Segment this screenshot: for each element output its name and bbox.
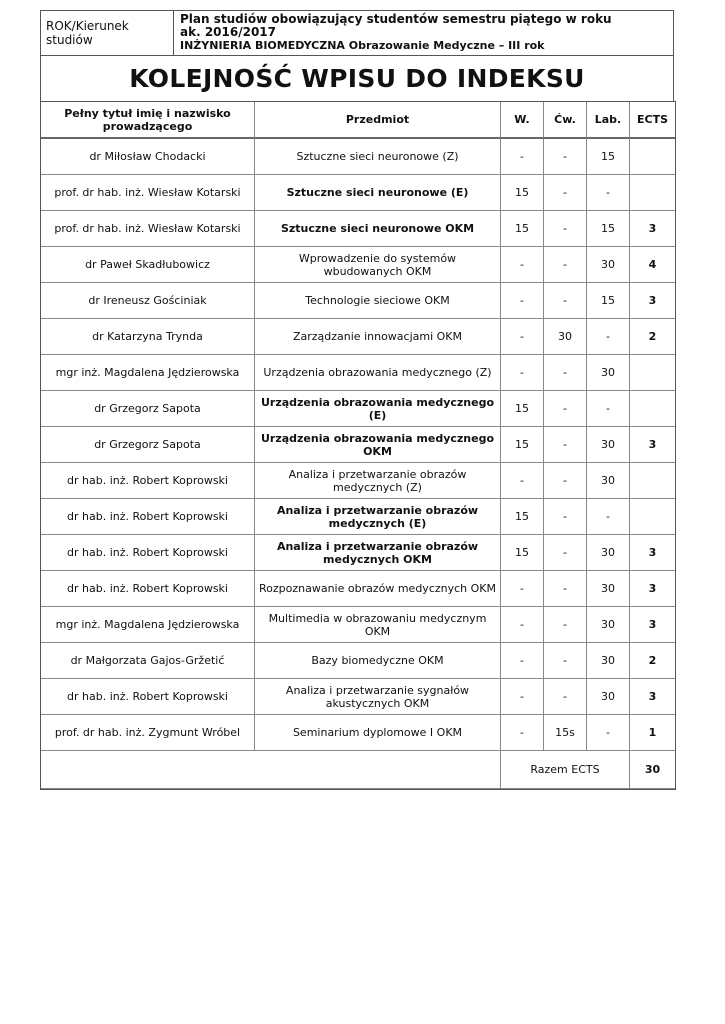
cell-lab: 15: [587, 139, 630, 175]
cell-ects: [630, 139, 675, 175]
table-row: [41, 679, 675, 715]
cell-cw: -: [544, 211, 587, 247]
cell-subject: Analiza i przetwarzanie obrazów medycznych OKM: [255, 535, 501, 571]
cell-lecturer: dr hab. inż. Robert Koprowski: [41, 499, 255, 535]
cell-lecturer: dr hab. inż. Robert Koprowski: [41, 463, 255, 499]
cell-subject: Urządzenia obrazowania medycznego OKM: [255, 427, 501, 463]
cell-lab: -: [587, 715, 630, 751]
cell-lecturer: prof. dr hab. inż. Wiesław Kotarski: [41, 211, 255, 247]
cell-cw: -: [544, 535, 587, 571]
table-row: [41, 139, 675, 175]
cell-w: -: [501, 319, 544, 355]
cell-lab: 30: [587, 355, 630, 391]
cell-ects: [630, 355, 675, 391]
col-header-cw: Ćw.: [544, 102, 587, 139]
cell-lab: 30: [587, 247, 630, 283]
cell-cw: 30: [544, 319, 587, 355]
col-header-name: Pełny tytuł imię i nazwisko prowadzącego: [41, 102, 255, 139]
cell-cw: -: [544, 571, 587, 607]
cell-lecturer: dr Grzegorz Sapota: [41, 391, 255, 427]
cell-lecturer: dr Katarzyna Trynda: [41, 319, 255, 355]
cell-cw: -: [544, 391, 587, 427]
cell-w: -: [501, 643, 544, 679]
cell-subject: Analiza i przetwarzanie obrazów medycznych (Z): [255, 463, 501, 499]
cell-cw: -: [544, 355, 587, 391]
cell-subject: Rozpoznawanie obrazów medycznych OKM: [255, 571, 501, 607]
cell-lab: 30: [587, 463, 630, 499]
course-table: [40, 101, 676, 790]
summary-row: [41, 751, 675, 789]
cell-subject: Sztuczne sieci neuronowe (Z): [255, 139, 501, 175]
table-row: [41, 391, 675, 427]
cell-cw: -: [544, 175, 587, 211]
cell-lecturer: dr Paweł Skadłubowicz: [41, 247, 255, 283]
table-row: [41, 607, 675, 643]
cell-w: 15: [501, 391, 544, 427]
plan-line-2: ak. 2016/2017: [180, 25, 276, 39]
cell-ects: 3: [630, 607, 675, 643]
cell-w: -: [501, 247, 544, 283]
cell-cw: -: [544, 643, 587, 679]
cell-lab: 15: [587, 283, 630, 319]
table-row: [41, 463, 675, 499]
cell-subject: Sztuczne sieci neuronowe OKM: [255, 211, 501, 247]
cell-cw: -: [544, 679, 587, 715]
cell-lab: 30: [587, 427, 630, 463]
cell-subject: Bazy biomedyczne OKM: [255, 643, 501, 679]
cell-ects: [630, 175, 675, 211]
table-row: [41, 283, 675, 319]
cell-subject: Wprowadzenie do systemów wbudowanych OKM: [255, 247, 501, 283]
cell-cw: -: [544, 283, 587, 319]
cell-lecturer: prof. dr hab. inż. Wiesław Kotarski: [41, 175, 255, 211]
cell-lecturer: dr hab. inż. Robert Koprowski: [41, 679, 255, 715]
table-row: [41, 355, 675, 391]
table-row: [41, 571, 675, 607]
cell-ects: 3: [630, 571, 675, 607]
table-row: [41, 211, 675, 247]
summary-blank: [41, 751, 501, 789]
col-header-ects: ECTS: [630, 102, 675, 139]
cell-w: -: [501, 607, 544, 643]
cell-lecturer: dr Grzegorz Sapota: [41, 427, 255, 463]
cell-cw: -: [544, 463, 587, 499]
table-row: [41, 499, 675, 535]
cell-lecturer: mgr inż. Magdalena Jędzierowska: [41, 355, 255, 391]
table-row: [41, 715, 675, 751]
summary-label: Razem ECTS: [501, 751, 630, 789]
cell-lab: 30: [587, 643, 630, 679]
summary-total: 30: [630, 751, 675, 789]
table-row: [41, 535, 675, 571]
cell-subject: Zarządzanie innowacjami OKM: [255, 319, 501, 355]
cell-lab: -: [587, 499, 630, 535]
cell-cw: -: [544, 499, 587, 535]
cell-cw: -: [544, 427, 587, 463]
cell-ects: [630, 463, 675, 499]
cell-lab: -: [587, 319, 630, 355]
cell-subject: Urządzenia obrazowania medycznego (E): [255, 391, 501, 427]
cell-lecturer: dr hab. inż. Robert Koprowski: [41, 535, 255, 571]
cell-subject: Sztuczne sieci neuronowe (E): [255, 175, 501, 211]
cell-w: -: [501, 463, 544, 499]
cell-w: 15: [501, 211, 544, 247]
table-row: [41, 643, 675, 679]
cell-subject: Multimedia w obrazowaniu medycznym OKM: [255, 607, 501, 643]
cell-ects: 3: [630, 679, 675, 715]
cell-lab: 30: [587, 535, 630, 571]
cell-lecturer: dr hab. inż. Robert Koprowski: [41, 571, 255, 607]
cell-lecturer: dr Małgorzata Gajos-Gržetić: [41, 643, 255, 679]
cell-w: -: [501, 715, 544, 751]
cell-ects: 4: [630, 247, 675, 283]
cell-cw: 15s: [544, 715, 587, 751]
cell-lab: 30: [587, 607, 630, 643]
cell-w: -: [501, 139, 544, 175]
cell-ects: 3: [630, 427, 675, 463]
col-header-w: W.: [501, 102, 544, 139]
cell-lab: -: [587, 175, 630, 211]
cell-subject: Technologie sieciowe OKM: [255, 283, 501, 319]
cell-w: -: [501, 355, 544, 391]
cell-cw: -: [544, 607, 587, 643]
table-header-row: [41, 102, 675, 139]
cell-ects: 1: [630, 715, 675, 751]
cell-ects: 3: [630, 283, 675, 319]
table-row: [41, 319, 675, 355]
col-header-lab: Lab.: [587, 102, 630, 139]
cell-ects: 2: [630, 643, 675, 679]
plan-line-1: Plan studiów obowiązujący studentów semestru piątego w roku: [180, 12, 612, 26]
cell-subject: Analiza i przetwarzanie obrazów medycznych (E): [255, 499, 501, 535]
cell-w: -: [501, 679, 544, 715]
cell-ects: 3: [630, 211, 675, 247]
cell-ects: 2: [630, 319, 675, 355]
cell-lecturer: prof. dr hab. inż. Zygmunt Wróbel: [41, 715, 255, 751]
cell-subject: Analiza i przetwarzanie sygnałów akustycznych OKM: [255, 679, 501, 715]
cell-ects: 3: [630, 535, 675, 571]
document-header: [40, 10, 674, 56]
cell-w: -: [501, 571, 544, 607]
cell-lab: -: [587, 391, 630, 427]
cell-w: 15: [501, 427, 544, 463]
cell-cw: -: [544, 139, 587, 175]
table-row: [41, 175, 675, 211]
plan-line-3: INŻYNIERIA BIOMEDYCZNA Obrazowanie Medyczne – III rok: [180, 39, 545, 52]
cell-lecturer: mgr inż. Magdalena Jędzierowska: [41, 607, 255, 643]
page-title: KOLEJNOŚĆ WPISU DO INDEKSU: [40, 56, 674, 102]
year-field-label: ROK/Kierunek studiów: [41, 11, 174, 55]
col-header-subject: Przedmiot: [255, 102, 501, 139]
cell-w: 15: [501, 175, 544, 211]
table-row: [41, 427, 675, 463]
cell-lab: 15: [587, 211, 630, 247]
cell-lecturer: dr Ireneusz Gościniak: [41, 283, 255, 319]
cell-w: -: [501, 283, 544, 319]
table-row: [41, 247, 675, 283]
cell-lecturer: dr Miłosław Chodacki: [41, 139, 255, 175]
cell-lab: 30: [587, 679, 630, 715]
cell-w: 15: [501, 499, 544, 535]
cell-subject: Seminarium dyplomowe I OKM: [255, 715, 501, 751]
cell-subject: Urządzenia obrazowania medycznego (Z): [255, 355, 501, 391]
cell-lab: 30: [587, 571, 630, 607]
cell-ects: [630, 391, 675, 427]
cell-ects: [630, 499, 675, 535]
cell-w: 15: [501, 535, 544, 571]
plan-description: [174, 11, 673, 55]
cell-cw: -: [544, 247, 587, 283]
